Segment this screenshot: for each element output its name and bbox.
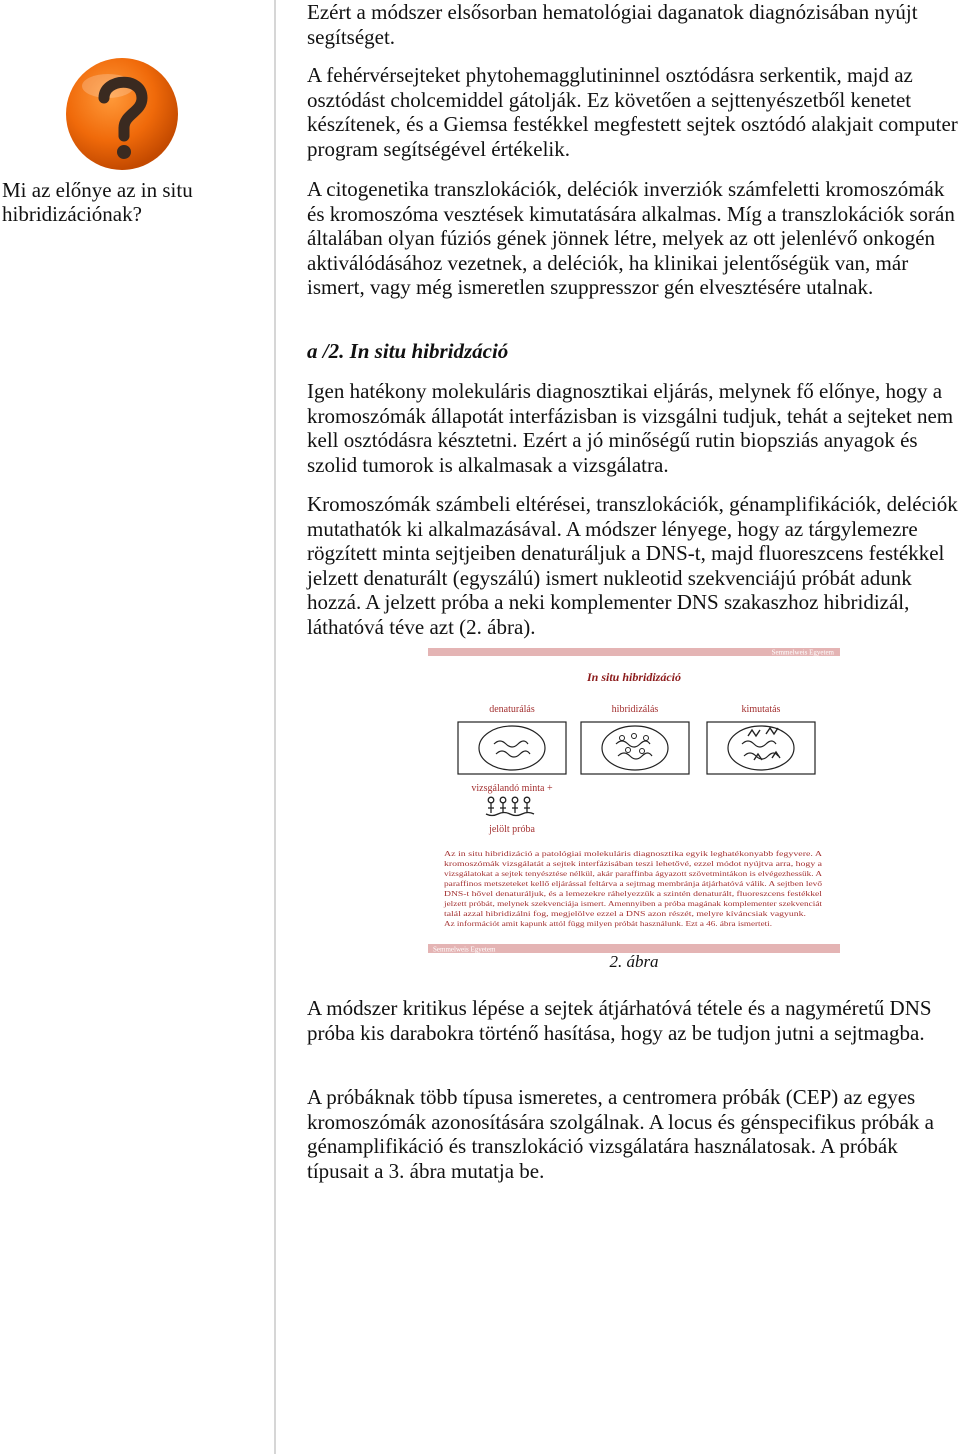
section-heading: a /2. In situ hibridzáció xyxy=(307,339,509,363)
probe-label: jelölt próba xyxy=(489,824,535,835)
paragraph-7: A próbáknak több típusa ismeretes, a centromera próbák (CEP) az egyes kromoszómák azonosítására szolgálnak. A locus és génspecifikus próbák a génamplifikáció és transzlokáció vizsgálatára használatosak. A próbák típusait a 3. ábra mutatja be. xyxy=(307,1085,934,1183)
step-label-3: kimutatás xyxy=(741,704,781,715)
svg-text:jelzett próbát, melynek szekve: jelzett próbát, melynek szekvenciája ismert. Amennyiben a próba magának komplementer szekvenciát xyxy=(442,900,822,908)
paragraph-4: Igen hatékony molekuláris diagnosztikai eljárás, melynek fő előnye, hogy a kromoszómák állapotát interfázisban is vizsgálni tudjuk, tehát a sejteket nem kell osztódásra késztetni. Ezért a jó minőségű rutin biopsziás anyagok és szolid tumorok is alkalmasak a vizsgálatra. xyxy=(307,379,954,477)
figure-caption: 2. ábra xyxy=(609,952,659,971)
probe-icon xyxy=(486,797,534,815)
paragraph-2: A fehérvérsejteket phytohemagglutininnel osztódásra serkentik, majd az osztódást cholcemiddel gátolják. Ez követően a sejttenyészetből kenetet készítenek, és a Giemsa festékkel megfestett sejtek osztódó alakjait computer program segítségével értékelik. xyxy=(307,63,958,161)
panel-detection xyxy=(707,722,815,774)
step-label-1: denaturálás xyxy=(489,704,535,715)
svg-text:kromoszómák vizsgálatát a sejt: kromoszómák vizsgálatát a sejtek interfázisában teszi lehetővé, ezzel módot nyújtva arra, hogy a xyxy=(444,860,824,868)
paragraph-3: A citogenetika transzlokációk, deléciók inverziók számfeletti kromoszómák és kromoszóma vesztések kimutatására alkalmas. Míg a transzlokációk során általában olyan fúziós gének jönnek létre, melyek az ott jelenlévő onkogén aktiválódásához vezetnek, a deléciók, ha klinikai jelentőségük van, már ismert, vagy még ismeretlen szuppresszor gén elvesztésére utalnak. xyxy=(307,177,955,299)
svg-text:paraffinos metszeteket kellő e: paraffinos metszeteket kellő eljárással feltárva a sejtmag membránja átjárhatóvá válik. A sejtben levő xyxy=(444,880,823,888)
svg-text:talál azzal hibridizálni fog,: talál azzal hibridizálni fog, megjelölve ezzel a DNS azon részét, melyre kíváncsiak vagyunk. xyxy=(444,910,807,918)
panel-hybridization xyxy=(581,722,689,774)
column-divider xyxy=(274,0,276,1454)
figure-title: In situ hibridizáció xyxy=(586,670,682,684)
sidebar-question: Mi az előnye az in situ hibridizációnak? xyxy=(2,178,193,226)
step-label-2: hibridizálás xyxy=(611,704,659,715)
paragraph-5: Kromoszómák számbeli eltérései, transzlokációk, génamplifikációk, deléciók mutathatók ki alkalmazásával. A módszer lényege, hogy az tárgylemezre rögzített minta sejtjeiben denaturáljuk a DNS-t, majd fluoreszcens festékkel jelzett denaturált (egyszálú) ismert nukleotid szekvenciájú próbát adunk hozzá. A jelzett próba a neki komplementer DNS szakaszhoz hibridizál, láthatóvá téve azt (2. ábra). xyxy=(307,492,958,639)
figure-description xyxy=(443,850,823,928)
question-mark-icon xyxy=(64,56,180,172)
figure-brand-top: Semmelweis Egyetem xyxy=(771,648,834,657)
svg-text:DNS-t hővel denaturáljuk, és a: DNS-t hővel denaturáljuk, és a lemezekre ráhelyezzük a szintén denaturált, fluoreszcens festékkel xyxy=(444,890,822,898)
paragraph-6: A módszer kritikus lépése a sejtek átjárhatóvá tétele és a nagyméretű DNS próba kis darabokra történő hasítása, hogy az be tudjon jutni a sejtmagba. xyxy=(307,996,932,1045)
svg-text:Az in situ hibridizáció a pato: Az in situ hibridizáció a patológiai molekuláris diagnosztika egyik leghatékonyabb fegyvere. A xyxy=(444,850,824,858)
panel-denaturation xyxy=(458,722,566,774)
sample-label: vizsgálandó minta + xyxy=(471,783,553,794)
svg-text:Az információt amit kapunk att: Az információt amit kapunk attól függ milyen próbát használunk. Ezt a 46. ábra ismerteti. xyxy=(444,920,773,928)
paragraph-1: Ezért a módszer elsősorban hematológiai daganatok diagnózisában nyújt segítséget. xyxy=(307,0,918,49)
svg-text:vizsgálatokat a sejtek tenyész: vizsgálatokat a sejtek tenyésztése nélkül, akár paraffinba ágyazott szövetmintákon is elvégezhessük. A xyxy=(444,870,824,878)
figure-brand-bottom: Semmelweis Egyetem xyxy=(433,945,496,954)
figure-in-situ-hybridization xyxy=(428,648,840,956)
